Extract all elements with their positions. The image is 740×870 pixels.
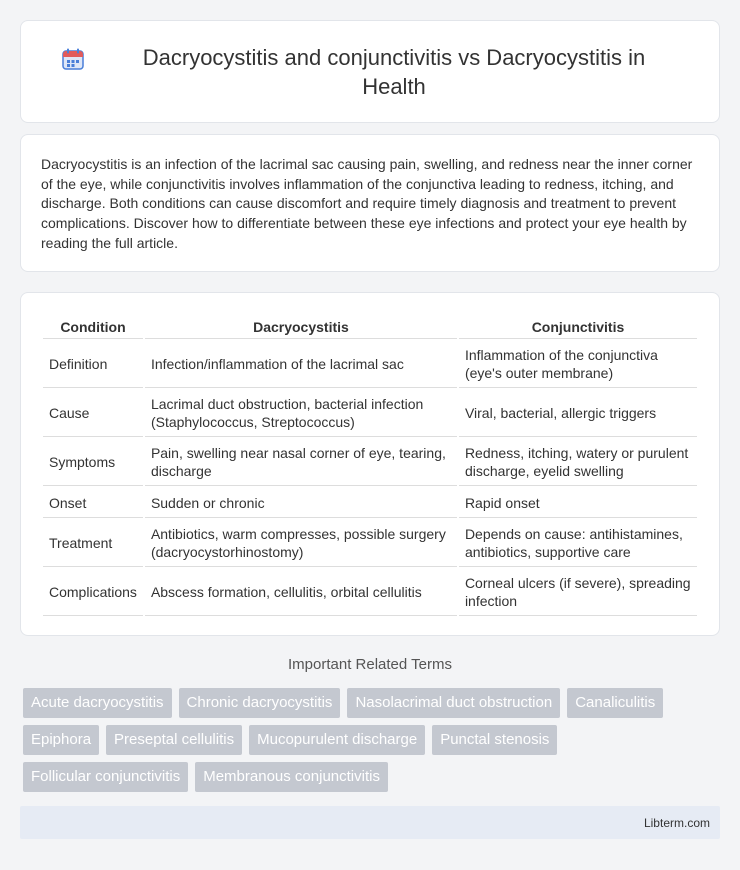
table-row <box>43 439 697 486</box>
related-term-tag[interactable]: Follicular conjunctivitis <box>23 762 188 792</box>
related-term-tag[interactable]: Mucopurulent discharge <box>249 725 425 755</box>
table-header-row <box>43 315 697 339</box>
table-row <box>43 520 697 567</box>
row-label: Complications <box>43 569 143 616</box>
comparison-table-card <box>20 292 720 636</box>
row-label: Treatment <box>43 520 143 567</box>
row-label: Definition <box>43 341 143 388</box>
title-wrap <box>61 43 679 101</box>
dacryocystitis-cell: Sudden or chronic <box>145 488 457 518</box>
related-term-tag[interactable]: Canaliculitis <box>567 688 663 718</box>
related-term-tag[interactable]: Nasolacrimal duct obstruction <box>347 688 560 718</box>
related-term-tag[interactable]: Chronic dacryocystitis <box>179 688 341 718</box>
conjunctivitis-cell: Rapid onset <box>459 488 697 518</box>
dacryocystitis-cell: Lacrimal duct obstruction, bacterial infection (Staphylococcus, Streptococcus) <box>145 390 457 437</box>
table-row <box>43 341 697 388</box>
conjunctivitis-cell: Inflammation of the conjunctiva (eye's outer membrane) <box>459 341 697 388</box>
row-label: Onset <box>43 488 143 518</box>
intro-paragraph: Dacryocystitis is an infection of the lacrimal sac causing pain, swelling, and redness near the inner corner of the eye, while conjunctivitis involves inflammation of the conjunctiva leading to redness, itching, and discharge. Both conditions can cause discomfort and require timely diagnosis and treatment to prevent complications. Discover how to differentiate between these eye infections and protect your eye health by reading the full article. <box>41 156 693 251</box>
related-term-tag[interactable]: Epiphora <box>23 725 99 755</box>
header-dacryocystitis: Dacryocystitis <box>145 315 457 339</box>
dacryocystitis-cell: Pain, swelling near nasal corner of eye, tearing, discharge <box>145 439 457 486</box>
table-row <box>43 390 697 437</box>
page-title: Dacryocystitis and conjunctivitis vs Dacryocystitis in Health <box>142 44 646 99</box>
header-condition: Condition <box>43 315 143 339</box>
calendar-icon <box>61 47 85 71</box>
dacryocystitis-cell: Infection/inflammation of the lacrimal sac <box>145 341 457 388</box>
intro-card <box>20 134 720 272</box>
footer-site-link[interactable]: Libterm.com <box>643 815 710 830</box>
row-label: Symptoms <box>43 439 143 486</box>
table-row <box>43 569 697 616</box>
related-terms-list <box>23 688 723 799</box>
header-conjunctivitis: Conjunctivitis <box>459 315 697 339</box>
conjunctivitis-cell: Corneal ulcers (if severe), spreading infection <box>459 569 697 616</box>
related-term-tag[interactable]: Punctal stenosis <box>432 725 557 755</box>
dacryocystitis-cell: Abscess formation, cellulitis, orbital cellulitis <box>145 569 457 616</box>
table-row <box>43 488 697 518</box>
footer <box>20 806 720 839</box>
conjunctivitis-cell: Viral, bacterial, allergic triggers <box>459 390 697 437</box>
related-term-tag[interactable]: Acute dacryocystitis <box>23 688 172 718</box>
conjunctivitis-cell: Depends on cause: antihistamines, antibiotics, supportive care <box>459 520 697 567</box>
related-terms-heading: Important Related Terms <box>288 656 452 673</box>
row-label: Cause <box>43 390 143 437</box>
related-term-tag[interactable]: Membranous conjunctivitis <box>195 762 388 792</box>
dacryocystitis-cell: Antibiotics, warm compresses, possible surgery (dacryocystorhinostomy) <box>145 520 457 567</box>
related-term-tag[interactable]: Preseptal cellulitis <box>106 725 242 755</box>
title-card <box>20 20 720 123</box>
comparison-table <box>41 313 699 618</box>
conjunctivitis-cell: Redness, itching, watery or purulent discharge, eyelid swelling <box>459 439 697 486</box>
